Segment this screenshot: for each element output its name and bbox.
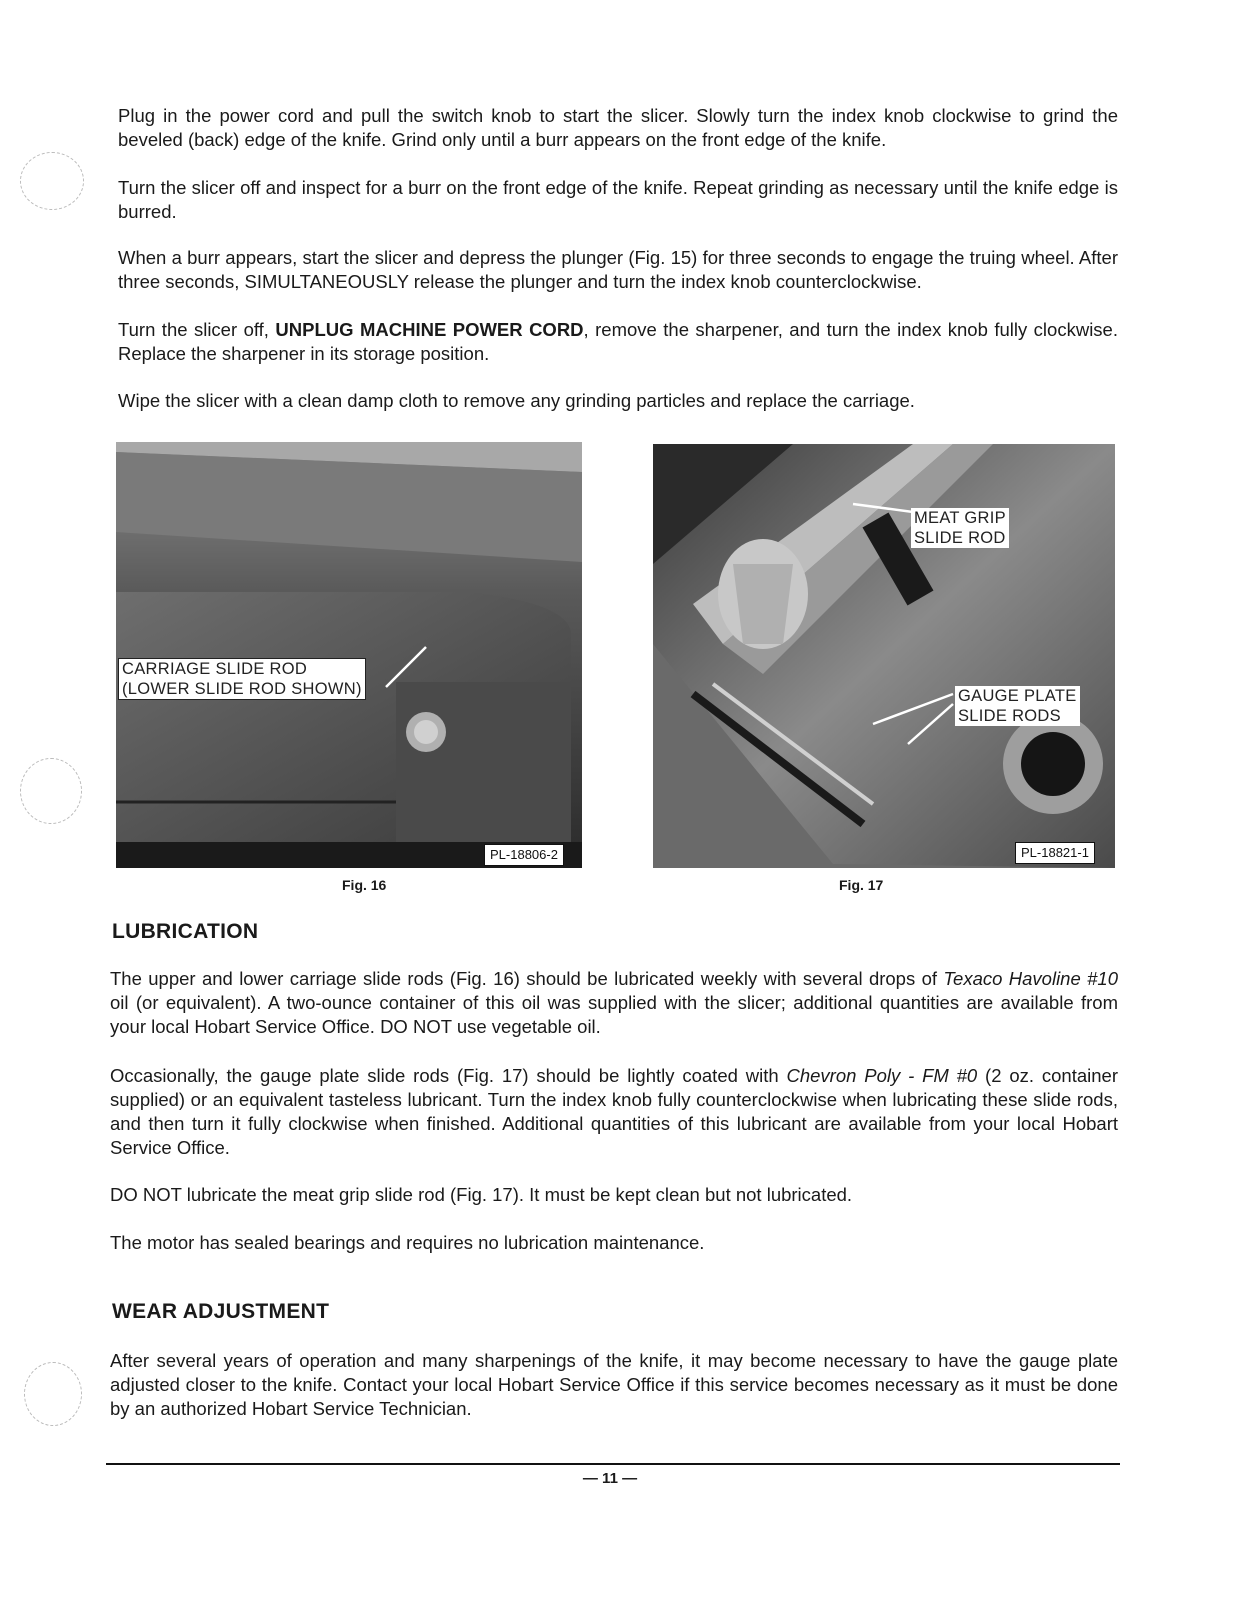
instruction-paragraph: When a burr appears, start the slicer and depress the plunger (Fig. 15) for three seconds to engage the truing wheel. After three seconds, SIMULTANEOUSLY release the plunger and turn the index knob counterclockwise. [118,247,1118,292]
instruction-paragraph [118,318,1118,366]
figure-caption: Fig. 17 [839,877,884,893]
text-run: The upper and lower carriage slide rods (Fig. 16) should be lubricated weekly with several drops of [110,968,944,989]
product-name: Chevron Poly - FM #0 [786,1065,978,1086]
lubrication-paragraph [110,967,1118,1039]
instruction-paragraph: Plug in the power cord and pull the switch knob to start the slicer. Slowly turn the index knob clockwise to grind the beveled (back) edge of the knife. Grind only until a burr appears on the front edge of the knife. [118,105,1118,150]
punch-hole-mark [20,152,84,210]
label-line: CARRIAGE SLIDE ROD [122,660,308,678]
section-heading-wear-adjustment: WEAR ADJUSTMENT [112,1300,330,1323]
text-run: Occasionally, the gauge plate slide rods (Fig. 17) should be lightly coated with [110,1065,787,1086]
section-heading-lubrication: LUBRICATION [112,920,259,943]
instruction-paragraph: Wipe the slicer with a clean damp cloth to remove any grinding particles and replace the carriage. [118,390,915,411]
lubrication-paragraph: DO NOT lubricate the meat grip slide rod (Fig. 17). It must be kept clean but not lubricated. [110,1184,853,1205]
text-run: oil (or equivalent). A two-ounce container of this oil was supplied with the slicer; additional quantities are available from your local Hobart Service Office. DO NOT use vegetable oil. [110,992,1118,1037]
product-name: Texaco Havoline #10 [943,968,1118,989]
meat-grip-slide-rod-label [911,508,1009,548]
figure-id-tag: PL-18806-2 [484,844,564,866]
label-line: (LOWER SLIDE ROD SHOWN) [122,680,362,698]
slicer-gauge-plate-photo [653,444,1115,868]
lubrication-paragraph [110,1064,1118,1160]
lubrication-paragraph: The motor has sealed bearings and requires no lubrication maintenance. [110,1232,705,1253]
page-number: — 11 — [582,1470,638,1487]
figure-16-photo [116,442,582,868]
label-line: MEAT GRIP [914,509,1006,527]
figure-17-photo [653,444,1115,868]
figure-id-tag: PL-18821-1 [1015,842,1095,864]
footer-rule [106,1463,1120,1465]
warning-text: UNPLUG MACHINE POWER CORD [275,319,584,340]
carriage-slide-rod-label [118,658,366,700]
punch-hole-mark [24,1362,82,1426]
instruction-paragraph: Turn the slicer off and inspect for a burr on the front edge of the knife. Repeat grinding as necessary until the knife edge is burred. [118,177,1118,222]
label-line: SLIDE RODS [958,707,1061,725]
label-line: SLIDE ROD [914,529,1006,547]
text-run: Turn the slicer off, [118,319,276,340]
punch-hole-mark [20,758,82,824]
wear-adjustment-paragraph: After several years of operation and many sharpenings of the knife, it may become necessary to have the gauge plate adjusted closer to the knife. Contact your local Hobart Service Office if this service becomes necessary as it must be done by an authorized Hobart Service Technician. [110,1350,1118,1419]
label-line: GAUGE PLATE [958,687,1077,705]
text-run: (2 oz. container supplied) or an equivalent tasteless lubricant. Turn the index knob fully counterclockwise when lubricating these slide rods, and then turn it fully clockwise when finished. Additional quantities of this lubricant are available from your local Hobart Service Office. [110,1065,1118,1158]
gauge-plate-slide-rods-label [955,686,1080,726]
text-run: , remove the sharpener, and turn the index knob fully clockwise. Replace the sharpener in its storage position. [118,319,1118,364]
slicer-carriage-photo [116,442,582,868]
figure-caption: Fig. 16 [342,877,387,893]
